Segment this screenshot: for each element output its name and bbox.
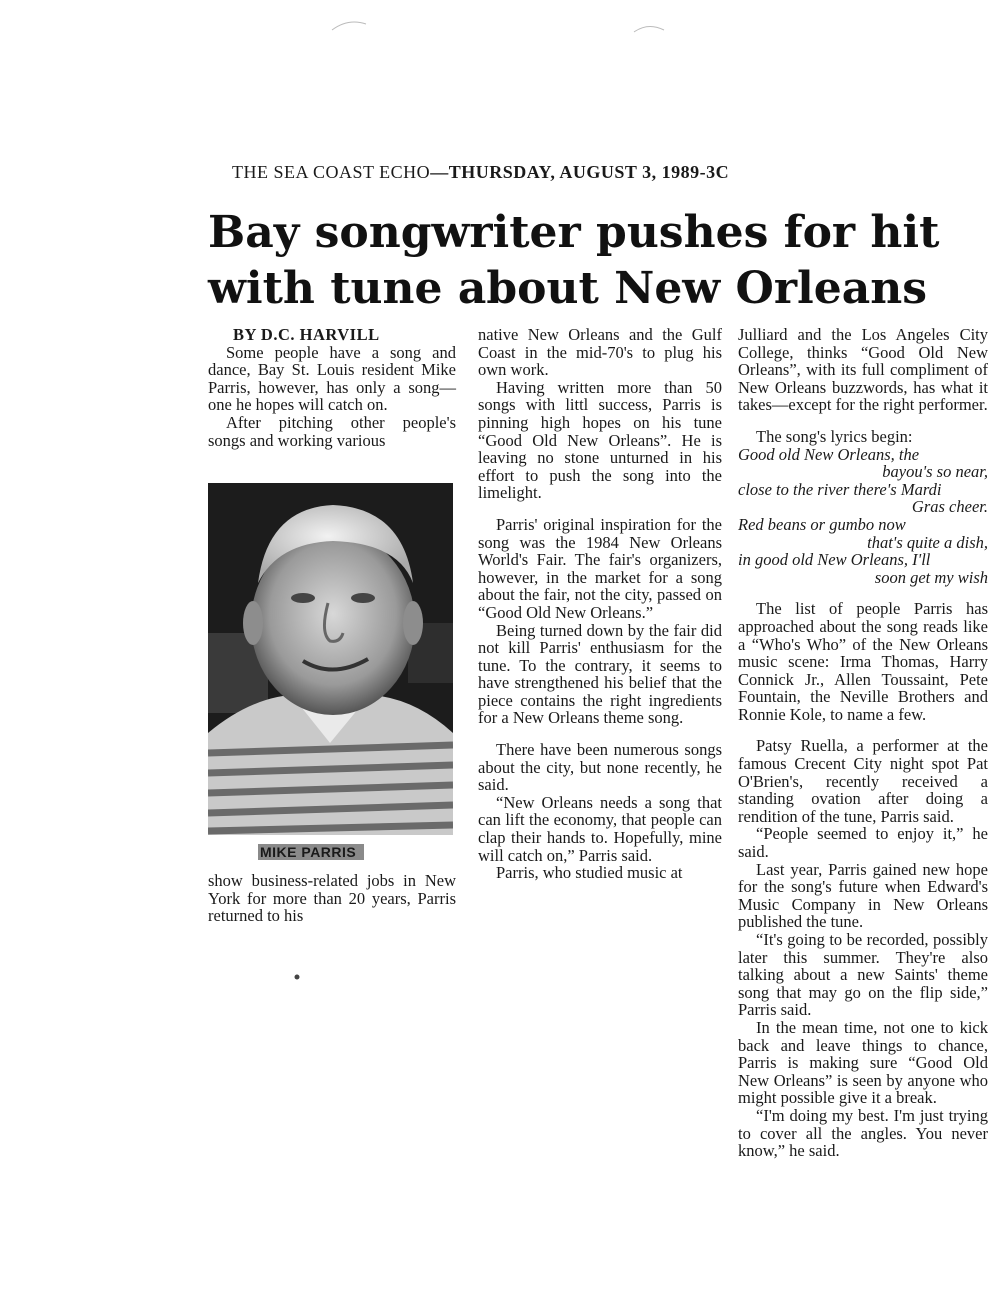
lyric-line: that's quite a dish, bbox=[867, 532, 988, 552]
paragraph: In the mean time, not one to kick back and leave things to chance, Parris is making sure “Good Old New Orleans” is seen by anyone who might possible give it a break. bbox=[738, 1017, 988, 1108]
paragraph: Parris' original inspiration for the song was the 1984 New Orleans World's Fair. The fair's organizers, however, in the market for a song about the fair, not the city, passed on “Good Old New Orleans.” bbox=[478, 514, 722, 622]
paragraph: There have been numerous songs about the city, but none recently, he said. bbox=[478, 740, 722, 795]
paragraph: Being turned down by the fair did not kill Parris' enthusiasm for the tune. To the contrary, it seems to have strengthened his belief that the piece contains the right ingredients for a New Orleans theme song. bbox=[478, 620, 722, 728]
paragraph: Some people have a song and dance, Bay St. Louis resident Mike Parris, however, has only a song—one he hopes will catch on. bbox=[208, 342, 456, 415]
headline-line-1: Bay songwriter pushes for hit bbox=[208, 207, 940, 258]
lyric-line: in good old New Orleans, I'll bbox=[738, 550, 931, 570]
paragraph: Having written more than 50 songs with littl success, Parris is pinning high hopes on his tune “Good Old New Orleans”. He is leaving no stone unturned in his effort to push the song into the limelight. bbox=[478, 377, 722, 503]
lyric-line: Good old New Orleans, the bbox=[738, 444, 920, 464]
paragraph: The list of people Parris has approached about the song reads like a “Who's Who” of the New Orleans music scene: Irma Thomas, Harry Connick Jr., Allen Toussaint, Pete Fountain, the Neville Brothers and Ronnie Kole, to name a few. bbox=[738, 599, 988, 724]
paragraph: Julliard and the Los Angeles City College, thinks “Good Old New Orleans”, with its full compliment of New Orleans buzzwords, has what it takes—except for the right performer. bbox=[738, 325, 988, 415]
headline bbox=[208, 205, 992, 317]
byline: BY D.C. HARVILL bbox=[233, 325, 380, 344]
paragraph: Last year, Parris gained new hope for the song's future when Edward's Music Company in New Orleans published the tune. bbox=[738, 859, 988, 932]
dateline bbox=[232, 162, 729, 183]
paragraph: “People seemed to enjoy it,” he said. bbox=[738, 824, 988, 862]
lyric-line: bayou's so near, bbox=[882, 462, 988, 482]
article-column-3 bbox=[738, 326, 988, 1160]
paragraph: “It's going to be recorded, possibly later this summer. They're also talking about a new Saints' theme song that may go on the flip side,” Parris said. bbox=[738, 930, 988, 1020]
paragraph: native New Orleans and the Gulf Coast in the mid-70's to plug his own work. bbox=[478, 325, 722, 380]
paragraph: After pitching other people's songs and working various bbox=[208, 412, 456, 450]
page-number: -3C bbox=[699, 162, 730, 182]
paper-name: THE SEA COAST ECHO bbox=[232, 162, 431, 182]
photo-caption-text: MIKE PARRIS bbox=[258, 844, 364, 860]
article-column-1 bbox=[208, 326, 456, 449]
paragraph: show business-related jobs in New York for more than 20 years, Parris returned to his bbox=[208, 871, 456, 926]
scan-artifact bbox=[630, 20, 670, 34]
song-lyrics bbox=[738, 428, 988, 586]
headline-line-2: with tune about New Orleans bbox=[208, 263, 927, 314]
portrait-image bbox=[208, 483, 453, 835]
portrait-photo bbox=[208, 483, 453, 835]
lyric-line: Red beans or gumbo now bbox=[738, 514, 906, 534]
issue-date: —THURSDAY, AUGUST 3, 1989 bbox=[430, 162, 700, 182]
lyric-line: Gras cheer. bbox=[911, 497, 988, 517]
lyrics-intro: The song's lyrics begin: bbox=[756, 426, 913, 446]
paragraph: Parris, who studied music at bbox=[496, 863, 683, 883]
lyric-line: soon get my wish bbox=[874, 567, 988, 587]
paragraph: “New Orleans needs a song that can lift the economy, that people can clap their hands to. Hopefully, mine will catch on,” Parris said. bbox=[478, 792, 722, 865]
photo-caption bbox=[258, 844, 364, 860]
scan-artifact bbox=[330, 18, 370, 32]
article-column-2 bbox=[478, 326, 722, 882]
paragraph: “I'm doing my best. I'm just trying to cover all the angles. You never know,” he said. bbox=[738, 1105, 988, 1161]
paragraph: Patsy Ruella, a performer at the famous Crecent City night spot Pat O'Brien's, recently received a standing ovation after doing a rendition of the tune, Parris said. bbox=[738, 736, 988, 826]
scan-artifact bbox=[293, 973, 301, 981]
article-column-1-continued bbox=[208, 872, 456, 925]
lyric-line: close to the river there's Mardi bbox=[738, 479, 942, 499]
